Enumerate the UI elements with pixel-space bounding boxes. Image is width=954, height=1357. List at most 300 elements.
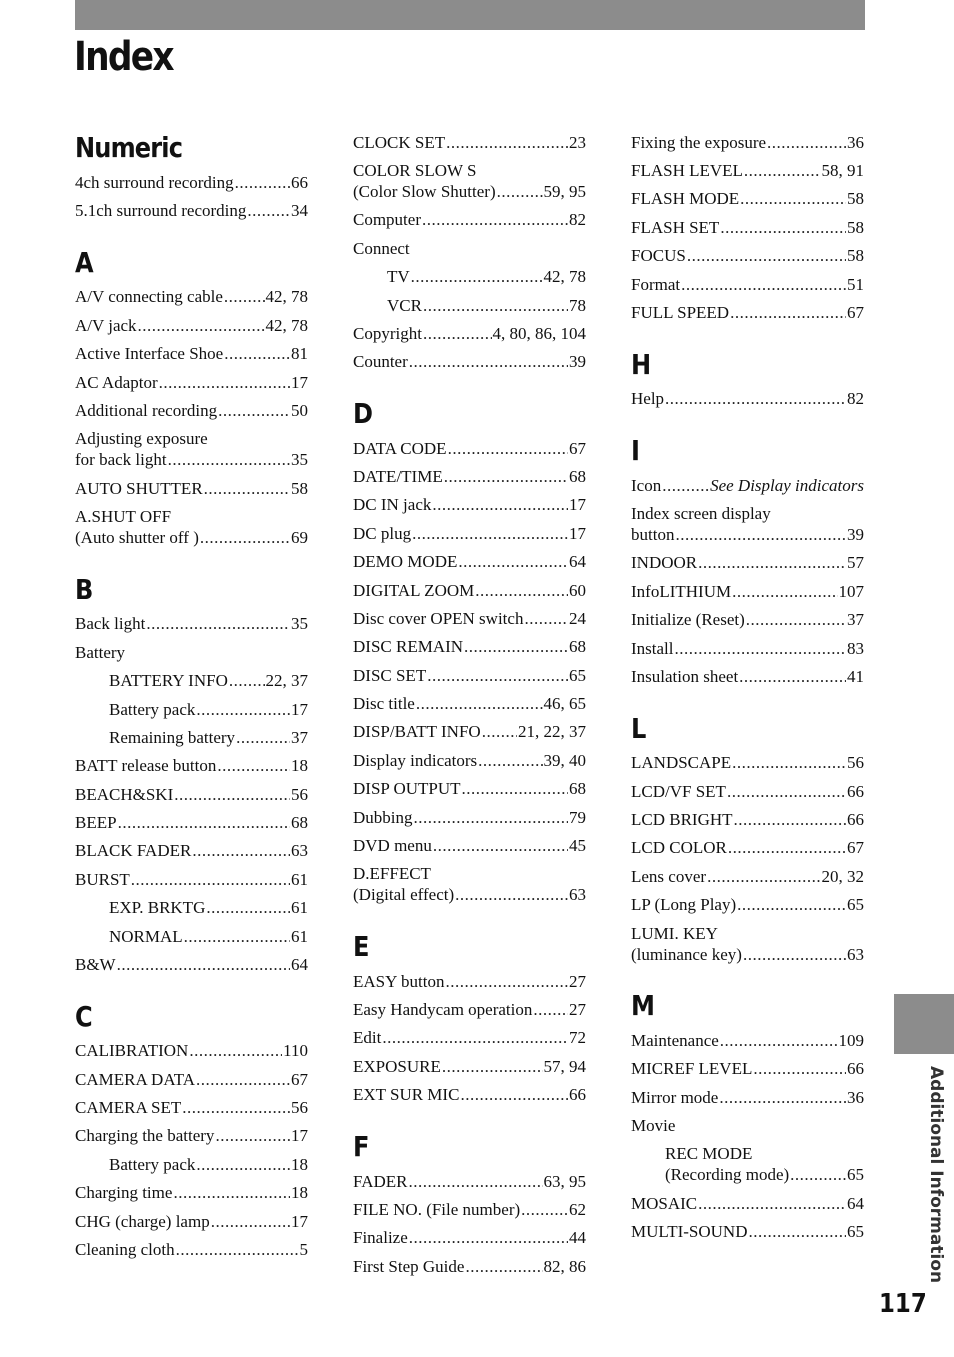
entry-page-ref: 63, 95 [543,1171,586,1191]
index-entry [631,577,864,605]
page-title: Index [74,34,173,80]
entry-row [631,866,864,887]
dot-leader [117,954,290,975]
dot-leader [168,449,290,470]
dot-leader [176,1239,299,1260]
entry-term-line: Adjusting exposure [75,429,208,449]
entry-term: Additional recording [75,400,218,420]
entry-page-ref: 63 [291,841,308,861]
entry-row [75,1211,308,1232]
dot-leader [460,1084,568,1105]
dot-leader [740,188,846,209]
entry-row [75,642,308,663]
dot-leader [159,372,290,393]
index-entry [75,752,308,780]
index-entry [353,689,586,717]
section-tab-marker [894,994,954,1054]
entry-page-ref: 34 [291,201,308,221]
entry-row [75,1097,308,1118]
dot-leader [200,527,290,548]
entry-term: BATTERY INFO [109,671,228,691]
section-heading: C [75,999,92,1033]
entry-term: INDOOR [631,553,698,573]
dot-leader [217,755,290,776]
index-entry [353,491,586,519]
index-entry [353,746,586,774]
index-entry [75,396,308,424]
entry-row [75,1069,308,1090]
entry-page-ref: 68 [291,813,308,833]
section-spacer [631,691,864,709]
dot-leader [409,351,568,372]
dot-leader [734,809,846,830]
entry-row [631,245,864,266]
entry-row [75,372,308,393]
entry-term: Counter [353,352,408,372]
dot-leader [524,608,568,629]
entry-row [75,449,308,470]
entry-row [353,636,586,657]
entry-page-ref: 58, 91 [821,161,864,181]
entry-term: DISC REMAIN [353,637,464,657]
entry-page-ref: 18 [291,756,308,776]
dot-leader [224,343,290,364]
entry-page-ref: 17 [291,372,308,392]
index-entry [631,298,864,326]
dot-leader [737,894,846,915]
dot-leader [448,438,568,459]
entry-term: (Color Slow Shutter) [353,182,496,202]
entry-term: Easy Handycam operation [353,1000,533,1020]
dot-leader [478,750,542,771]
index-subentry [353,291,586,319]
entry-page-ref: 21, 22, 37 [518,722,586,742]
dot-leader [675,524,846,545]
dot-leader [204,478,290,499]
index-entry [353,519,586,547]
dot-leader [749,1221,847,1242]
dot-leader [707,866,820,887]
index-subentry [75,667,308,695]
entry-term: DATE/TIME [353,467,443,487]
index-section [353,128,586,376]
dot-leader [746,609,846,630]
index-entry [631,499,864,548]
dot-leader [224,286,265,307]
entry-row [75,478,308,499]
entry-page-ref: 110 [283,1041,308,1061]
index-entry [353,803,586,831]
index-section [353,909,586,1109]
entry-term: Display indicators [353,750,478,770]
entry-page-ref: 35 [291,614,308,634]
entry-page-ref: 22, 37 [265,671,308,691]
entry-row [353,580,586,601]
entry-term: TV [387,267,410,287]
entry-page-ref: 59, 95 [543,182,586,202]
index-entry [75,865,308,893]
entry-page-ref: 17 [291,699,308,719]
dot-leader [235,172,290,193]
entry-term: DVD menu [353,835,432,855]
entry-term: Back light [75,614,146,634]
entry-term: EXPOSURE [353,1056,441,1076]
dot-leader [118,812,290,833]
index-entry [75,1065,308,1093]
entry-row [353,209,586,230]
index-entry [75,808,308,836]
index-entry [353,831,586,859]
dot-leader [687,245,846,266]
entry-page-ref: 36 [847,1087,864,1107]
dot-leader [743,944,846,965]
dot-leader [146,613,290,634]
section-spacer [353,376,586,394]
index-entry [631,891,864,919]
index-entry [631,1111,864,1139]
index-entry [631,242,864,270]
dot-leader [464,636,568,657]
entry-term: CAMERA DATA [75,1069,196,1089]
entry-term: AUTO SHUTTER [75,478,203,498]
entry-term: Connect [353,238,410,258]
index-section [631,128,864,327]
index-entry [353,319,586,347]
entry-page-ref: 109 [838,1030,864,1050]
entry-page-ref: 67 [291,1069,308,1089]
dot-leader [662,475,709,496]
entry-term-line: A.SHUT OFF [75,507,172,527]
entry-term: Battery pack [109,1154,196,1174]
entry-term-line: D.EFFECT [353,864,431,884]
entry-term: CALIBRATION [75,1041,189,1061]
entry-row [631,809,864,830]
index-entry [631,213,864,241]
header-bar [75,0,865,30]
index-subentry [75,695,308,723]
entry-page-ref: 58 [847,189,864,209]
entry-page-ref: 72 [569,1028,586,1048]
index-entry [353,1024,586,1052]
entry-row [109,1154,308,1175]
entry-row [631,781,864,802]
dot-leader [218,400,290,421]
entry-row [353,721,586,742]
index-entry [353,967,586,995]
entry-row [109,670,308,691]
entry-term: (luminance key) [631,944,742,964]
entry-row [353,665,586,686]
entry-term: FULL SPEED [631,302,730,322]
entry-page-ref: 69 [291,528,308,548]
index-entry [75,837,308,865]
entry-term: FADER [353,1171,408,1191]
entry-page-ref: 37 [291,727,308,747]
entry-row [631,944,864,965]
entry-term: VCR [387,295,422,315]
entry-row [353,1084,586,1105]
dot-leader [767,132,846,153]
section-heading: L [631,711,646,745]
index-entry [353,860,586,909]
entry-term: Insulation sheet [631,666,739,686]
entry-page-ref: 44 [569,1228,586,1248]
index-column-2 [353,128,586,1280]
entry-page-ref: 61 [291,898,308,918]
index-section [631,691,864,969]
dot-leader [427,665,568,686]
index-entry [631,662,864,690]
entry-term: button [631,525,675,545]
dot-leader [412,523,568,544]
index-subentry [75,922,308,950]
entry-page-ref: 83 [847,638,864,658]
entry-row [75,613,308,634]
entry-row [353,523,586,544]
index-entry [631,385,864,413]
entry-term: Disc title [353,694,415,714]
dot-leader [455,884,568,905]
entry-term: InfoLITHIUM [631,581,732,601]
entry-term: 5.1ch surround recording [75,201,247,221]
entry-row [75,954,308,975]
entry-row [631,666,864,687]
entry-page-ref: 65 [847,895,864,915]
entry-term: DIGITAL ZOOM [353,580,475,600]
entry-page-ref: 56 [291,1098,308,1118]
entry-page-ref: 67 [569,438,586,458]
entry-term: Finalize [353,1228,408,1248]
entry-page-ref: 60 [569,580,586,600]
index-entry [631,834,864,862]
entry-row [631,609,864,630]
index-entry [631,471,864,499]
entry-page-ref: 51 [847,274,864,294]
entry-row [75,400,308,421]
entry-term: Initialize (Reset) [631,610,745,630]
dot-leader [720,1030,838,1051]
index-subentry [75,723,308,751]
entry-row [353,1027,586,1048]
section-spacer [631,327,864,345]
entry-page-ref: 24 [569,608,586,628]
dot-leader [215,1125,290,1146]
index-section [631,413,864,691]
entry-page-ref: 4, 80, 86, 104 [492,323,586,343]
entry-row [631,274,864,295]
entry-term: MULTI-SOUND [631,1222,748,1242]
index-entry [75,780,308,808]
index-subentry [353,263,586,291]
entry-page-ref: 66 [847,781,864,801]
entry-term: Dubbing [353,807,413,827]
index-section [631,327,864,413]
entry-row [353,351,586,372]
index-entry [631,156,864,184]
dot-leader [173,1182,290,1203]
dot-leader [184,926,290,947]
index-entry [353,434,586,462]
dot-leader [728,837,846,858]
entry-term: Lens cover [631,866,707,886]
dot-leader [192,840,290,861]
index-entry [75,950,308,978]
index-entry [353,604,586,632]
entry-term: Icon [631,475,662,495]
entry-page-ref: 36 [847,132,864,152]
entry-term: Copyright [353,323,422,343]
entry-row [631,1030,864,1051]
entry-page-ref: 66 [569,1085,586,1105]
entry-term: CLOCK SET [353,132,446,152]
index-entry [631,549,864,577]
section-heading: I [631,434,640,467]
dot-leader [423,295,568,316]
entry-term: Charging time [75,1183,173,1203]
entry-term: Computer [353,210,421,230]
entry-page-ref: 61 [291,869,308,889]
entry-term: Edit [353,1028,382,1048]
entry-row [75,869,308,890]
entry-term-line: REC MODE [665,1144,753,1164]
dot-leader [131,869,290,890]
entry-row [631,160,864,181]
entry-page-ref: 67 [847,838,864,858]
index-entry [353,234,586,262]
entry-page-ref: 81 [291,344,308,364]
entry-row [75,1125,308,1146]
index-entry [75,368,308,396]
entry-term: BEACH&SKI [75,784,174,804]
index-section [75,225,308,552]
entry-term: 4ch surround recording [75,172,234,192]
entry-term: DC IN jack [353,495,432,515]
entry-page-ref: 45 [569,835,586,855]
index-entry [353,206,586,234]
entry-row [387,266,586,287]
index-column-3 [631,128,864,1246]
index-entry [353,548,586,576]
index-entry [75,283,308,311]
page-number: 117 [879,1289,927,1319]
section-spacer [75,979,308,997]
entry-page-ref: 35 [291,450,308,470]
index-section [631,968,864,1246]
entry-row [353,778,586,799]
dot-leader [521,1199,568,1220]
entry-row [353,181,586,202]
index-entry [631,862,864,890]
dot-leader [409,1227,568,1248]
index-entry [631,270,864,298]
dot-leader [433,835,568,856]
entry-page-ref: 39, 40 [543,750,586,770]
entry-row [353,466,586,487]
index-entry [75,502,308,551]
index-entry [75,1037,308,1065]
entry-row [353,999,586,1020]
section-tab-label: Additional Information [926,1066,946,1284]
index-entry [353,156,586,205]
index-entry [353,995,586,1023]
index-entry [631,1189,864,1217]
entry-row [631,524,864,545]
entry-term: EXP. BRKTG [109,898,206,918]
entry-row [631,1058,864,1079]
entry-page-ref: 64 [847,1193,864,1213]
entry-page-ref: 17 [569,495,586,515]
dot-leader [465,1256,542,1277]
entry-page-ref: 18 [291,1183,308,1203]
index-entry [75,340,308,368]
entry-term-line: LUMI. KEY [631,923,718,943]
index-entry [631,1083,864,1111]
entry-row [75,784,308,805]
dot-leader [739,666,846,687]
entry-row [631,552,864,573]
entry-row [387,295,586,316]
entry-term: MICREF LEVEL [631,1059,753,1079]
entry-row [353,438,586,459]
entry-term: FILE NO. (File number) [353,1199,521,1219]
entry-term: DISP/BATT INFO [353,722,481,742]
entry-row [631,475,864,496]
entry-term: (Recording mode) [665,1165,790,1185]
entry-row [75,527,308,548]
entry-term: AC Adaptor [75,372,158,392]
entry-term: LANDSCAPE [631,753,732,773]
dot-leader [753,1058,846,1079]
dot-leader [482,721,517,742]
dot-leader [665,388,846,409]
entry-row [353,1056,586,1077]
entry-term: EXT SUR MIC [353,1085,460,1105]
index-entry [631,919,864,968]
entry-row [353,1227,586,1248]
entry-page-ref: 63 [569,885,586,905]
entry-term: Remaining battery [109,727,236,747]
section-heading: M [631,989,655,1023]
entry-term: LP (Long Play) [631,895,737,915]
entry-row [353,608,586,629]
entry-term: Battery [75,642,126,662]
entry-term: DC plug [353,523,412,543]
entry-page-ref: 66 [847,810,864,830]
index-entry [353,576,586,604]
dot-leader [411,266,543,287]
entry-page-ref: 82, 86 [543,1256,586,1276]
dot-leader [236,727,290,748]
entry-page-ref: 78 [569,295,586,315]
dot-leader [182,1097,290,1118]
index-entry [75,311,308,339]
dot-leader [382,1027,568,1048]
entry-page-ref: 17 [291,1126,308,1146]
entry-row [353,693,586,714]
entry-row [75,343,308,364]
index-subentry [631,1140,864,1189]
entry-row [353,132,586,153]
index-entry [75,1093,308,1121]
entry-row [75,812,308,833]
dot-leader [681,274,846,295]
dot-leader [174,784,290,805]
index-entry [75,1207,308,1235]
entry-term: Battery pack [109,699,196,719]
entry-row [75,755,308,776]
index-entry [75,425,308,474]
entry-page-ref: 68 [569,637,586,657]
